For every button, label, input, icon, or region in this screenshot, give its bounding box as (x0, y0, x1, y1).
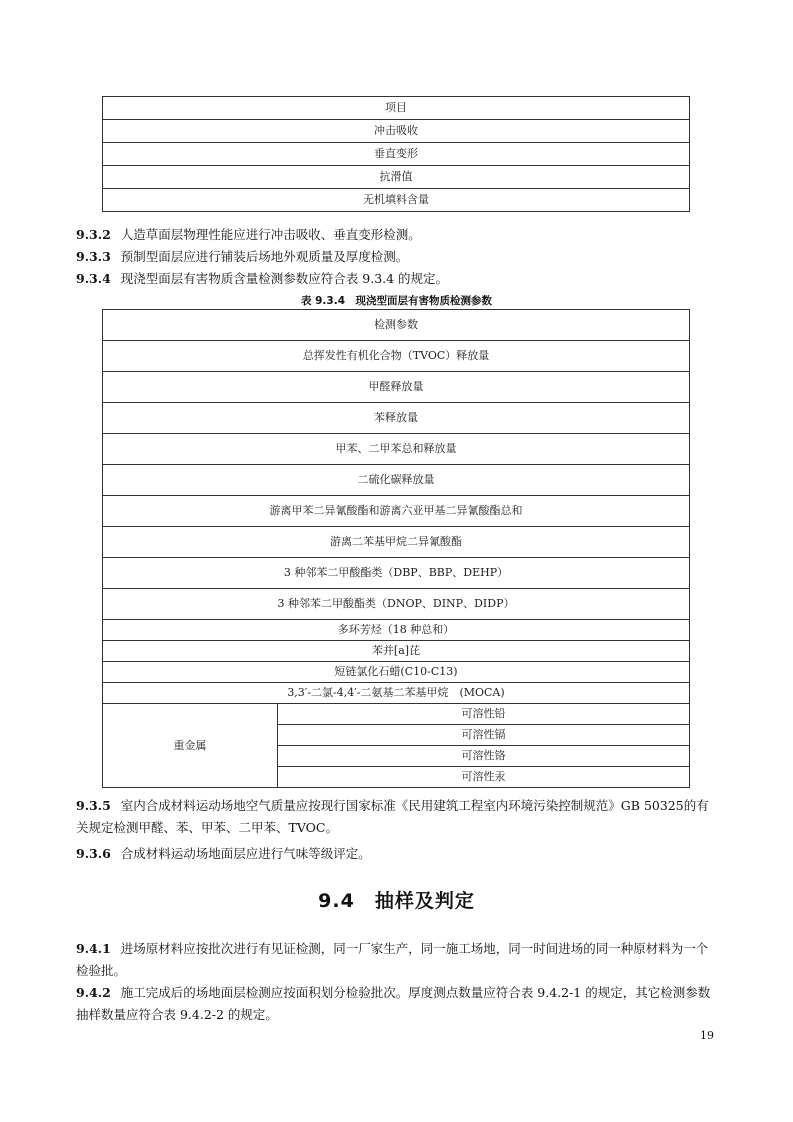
table-row: 冲击吸收 (103, 120, 690, 143)
table-row: 甲醛释放量 (103, 372, 690, 403)
table-row: 多环芳烃（18 种总和） (103, 620, 690, 641)
hazardous-substances-table (102, 309, 690, 788)
table-header: 检测参数 (103, 310, 690, 341)
table-row: 可溶性汞 (278, 767, 690, 788)
table-row: 甲苯、二甲苯总和释放量 (103, 434, 690, 465)
table-row: 苯释放量 (103, 403, 690, 434)
table-row: 短链氯化石蜡(C10-C13) (103, 662, 690, 683)
table-row: 苯并[a]芘 (103, 641, 690, 662)
heavy-metals-group-label: 重金属 (103, 704, 278, 788)
clause-9-3-4: 9.3.4 现浇型面层有害物质含量检测参数应符合表 9.3.4 的规定。 (76, 271, 449, 286)
clause-9-4-1: 9.4.1 进场原材料应按批次进行有见证检测，同一厂家生产，同一施工场地，同一时间进场的同一种原材料为一个检验批。 (76, 941, 709, 978)
table-row: 项目 (103, 97, 690, 120)
table-row: 可溶性铅 (278, 704, 690, 725)
clause-9-4-2: 9.4.2 施工完成后的场地面层检测应按面积划分检验批次。厚度测点数量应符合表 9.4.2-1 的规定，其它检测参数抽样数量应符合表 9.4.2-2 的规定。 (76, 985, 711, 1022)
page-number: 19 (700, 1029, 714, 1042)
clause-9-3-6: 9.3.6 合成材料运动场地面层应进行气味等级评定。 (76, 846, 371, 861)
table-row: 游离二苯基甲烷二异氰酸酯 (103, 527, 690, 558)
table-row: 3 种邻苯二甲酸酯类（DNOP、DINP、DIDP） (103, 589, 690, 620)
table-row: 总挥发性有机化合物（TVOC）释放量 (103, 341, 690, 372)
test-items-table (102, 96, 690, 212)
clause-9-3-2: 9.3.2 人造草面层物理性能应进行冲击吸收、垂直变形检测。 (76, 227, 421, 242)
table-row: 二硫化碳释放量 (103, 465, 690, 496)
table-row: 可溶性镉 (278, 725, 690, 746)
table-row: 垂直变形 (103, 143, 690, 166)
table-row: 游离甲苯二异氰酸酯和游离六亚甲基二异氰酸酯总和 (103, 496, 690, 527)
table-caption: 表 9.3.4 现浇型面层有害物质检测参数 (300, 295, 493, 307)
clause-9-3-3: 9.3.3 预制型面层应进行铺装后场地外观质量及厚度检测。 (76, 249, 409, 264)
clause-9-3-5: 9.3.5 室内合成材料运动场地空气质量应按现行国家标准《民用建筑工程室内环境污染控制规范》GB 50325的有关规定检测甲醛、苯、甲苯、二甲苯、TVOC。 (76, 798, 709, 835)
table-row: 3 种邻苯二甲酸酯类（DBP、BBP、DEHP） (103, 558, 690, 589)
table-row: 可溶性铬 (278, 746, 690, 767)
table-row: 无机填料含量 (103, 189, 690, 212)
table-row: 3,3′-二氯-4,4′-二氨基二苯基甲烷 (MOCA) (103, 683, 690, 704)
table-row: 抗滑值 (103, 166, 690, 189)
section-heading: 9.4 抽样及判定 (318, 890, 475, 912)
